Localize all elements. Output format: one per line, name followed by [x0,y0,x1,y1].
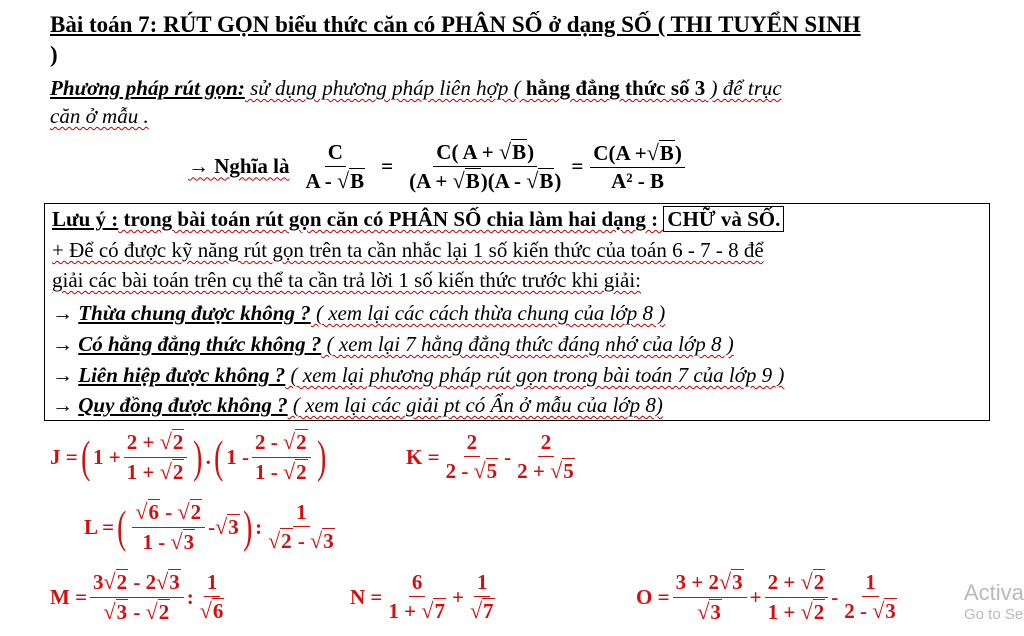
note-line1 [52,207,784,232]
num: 1 [293,501,310,527]
radicand: B [350,168,365,193]
sqrt-symbol: √B [499,139,527,164]
exercise-m [50,562,230,632]
num: 1 [204,571,221,597]
den-text: )(A - [480,169,527,194]
sqrt-symbol: √2 [103,569,128,595]
fraction [132,500,205,554]
radicand: B [539,169,554,194]
note-item-2 [52,332,734,357]
sqrt-symbol: √7 [469,597,494,623]
fraction [385,571,449,623]
operator: : [186,584,194,609]
num [765,570,829,597]
exercise-l [84,492,341,562]
method-bold: hằng đẳng thức số 3 [525,76,706,100]
note-types-box: CHỮ và SỐ. [663,206,784,232]
radicand: 3 [710,599,721,624]
note-item-4 [52,393,663,418]
sqrt-symbol: √3 [872,597,896,623]
exercise-o [636,562,903,632]
expr-name: O = [636,584,670,609]
sqrt-symbol: √2 [800,598,825,624]
fraction-3-num [590,141,685,168]
den-text: A - [305,168,338,193]
expr-name: L = [84,514,115,539]
note-item-hint: ( xem lại các giải pt có Ẩn ở mẫu của lớp 8) [287,393,663,417]
den [467,597,498,623]
expr-name: M = [50,584,88,609]
equals-sign: = [381,154,394,179]
title-line1 [50,12,861,38]
den [694,598,725,624]
note-item-question: Thừa chung được không ? [78,301,311,325]
radicand: 2 [158,599,170,624]
close-paren: ) [316,431,326,482]
exercise-k [406,422,581,492]
radicand: 2 [296,459,307,484]
fraction-2-den [406,167,564,193]
open-paren: ( [80,431,90,482]
num: 1 [474,571,491,597]
num: 2 [538,431,555,457]
radicand: 5 [563,458,574,483]
expr-term: 1 + [93,444,121,469]
operator: - [831,584,839,609]
den [139,528,198,554]
sqrt-symbol: √3 [103,598,128,624]
sqrt-symbol: √7 [421,597,445,623]
fraction [124,430,188,484]
den [514,457,578,483]
operator: : [255,514,263,539]
radicand: 3 [323,528,334,553]
note-item-3 [52,363,784,388]
note-item-hint: ( xem lại các cách thừa chung của lớp 8 ) [310,301,666,325]
sqrt-symbol: √3 [697,598,721,624]
radicand: 7 [434,598,445,623]
note-label: Lưu ý : [52,207,119,231]
method-line2: căn ở mẫu . [50,104,149,128]
num [90,570,184,597]
sqrt-symbol: √2 [159,429,184,455]
radicand: 6 [212,598,224,623]
fraction-3-den: A² - B [611,168,665,193]
sqrt-symbol: √3 [170,528,195,554]
fraction [265,501,338,553]
note-item-hint: ( xem lại phương pháp rút gọn trong bài toán 7 của lớp 9 ) [285,363,785,387]
radicand: 3 [732,570,743,595]
fraction-1-den [303,167,369,193]
den [265,527,338,553]
den [197,597,228,623]
num-text: ) [527,140,535,164]
radicand: 3 [169,570,180,595]
fraction [467,571,498,623]
den [443,457,502,483]
num [673,570,747,597]
den-text: 1 + [767,599,801,624]
num-text: 3 [93,570,104,595]
radicand: 3 [885,598,896,623]
fraction [673,570,747,624]
num-text: 3 + 2 [675,570,720,595]
close-paren: ) [193,431,203,482]
num-text: ) [674,140,682,165]
note-item-question: Liên hiệp được không ? [78,363,286,387]
num-text: C(A + [593,140,647,165]
radicand: 3 [183,529,195,554]
note-item-1 [52,301,665,326]
sqrt-symbol: √5 [473,457,498,483]
sqrt-symbol: √B [452,168,480,194]
dot: . [205,444,211,469]
expr-name: J = [50,444,78,469]
radicand: B [659,140,674,165]
num: 1 [862,571,879,597]
den [124,458,188,484]
sqrt-symbol: √2 [145,598,170,624]
den [252,458,311,484]
radicand: B [512,140,527,164]
close-paren: ) [242,501,252,552]
den-text: - [292,528,311,553]
fraction-2 [406,140,564,194]
radicand: 2 [813,570,825,595]
sqrt-symbol: √B [646,139,674,165]
fraction [90,570,184,624]
fraction-3 [590,141,685,193]
note-line3: giải các bài toán trên cụ thể ta cần trả lời 1 số kiến thức trước khi giải: [52,268,642,292]
sqrt-symbol: √2 [177,499,202,525]
fraction [197,571,228,623]
den-text: 2 - [844,598,873,623]
sqrt-symbol: √2 [283,429,307,455]
num-text: - 2 [128,570,157,595]
activation-watermark-sub: Go to Se [964,606,1024,623]
num-text: 2 + [767,570,801,595]
radicand: 6 [148,500,160,525]
arrow-icon: → [52,393,73,417]
sqrt-symbol: √6 [199,597,224,623]
note-line2: + Để có được kỹ năng rút gọn trên ta cần nhắc lại 1 số kiến thức của toán 6 - 7 - 8 để [52,238,764,262]
sqrt-symbol: √5 [550,457,574,483]
sqrt-symbol: √2 [268,527,292,553]
num: 6 [409,571,426,597]
method-label: Phương pháp rút gọn: [50,76,245,100]
sqrt-symbol: √2 [283,458,307,484]
num-text: - [160,500,178,525]
num-text: C( A + [436,140,500,164]
fraction-1-num: C [325,141,346,167]
note-text: trong bài toán rút gọn căn có PHÂN SỐ chia làm hai dạng : [118,207,664,231]
den-text: 2 + [517,458,551,483]
num-text: 2 - [255,430,283,455]
sqrt-symbol: √2 [800,569,825,595]
den-text: 1 + [388,598,422,623]
fraction-2-num [433,140,537,167]
formula-label: → Nghĩa là [188,154,290,179]
num: 2 [464,431,481,457]
num [252,430,311,457]
method-line1 [50,76,782,101]
den [765,598,829,624]
sqrt-symbol: √3 [215,514,239,539]
title-line2: ) [50,42,58,67]
exercise-n [350,562,501,632]
activation-watermark: Activa [964,580,1024,605]
den [385,597,449,623]
den-text: (A + [409,169,453,194]
den-text: 1 + [126,459,160,484]
fraction [252,430,311,484]
radicand: 2 [190,500,202,525]
radicand: 3 [116,599,128,624]
note-item-question: Quy đồng được không ? [78,393,288,417]
fraction [514,431,578,483]
sqrt-symbol: √B [337,167,365,193]
den-text: 1 - [255,459,283,484]
fraction [765,570,829,624]
radicand: 3 [228,515,239,539]
radicand: 2 [172,459,184,484]
den [841,597,900,623]
expr-name: N = [350,584,383,609]
sqrt-symbol: √2 [159,458,184,484]
arrow-icon: → [52,332,73,356]
radicand: 7 [483,598,494,623]
arrow-icon: → [52,301,73,325]
operator: + [749,584,762,609]
num [132,500,205,527]
sqrt-symbol: √B [526,168,554,194]
exercise-j [50,422,329,492]
operator: + [451,584,464,609]
den-text: 1 - [142,529,171,554]
den-text: - [128,599,146,624]
expr-term: 1 - [226,444,249,469]
equals-sign: = [571,154,584,179]
radicand: 2 [281,528,292,553]
den-text: ) [554,169,562,194]
sqrt-symbol: √6 [135,499,160,525]
sqrt-symbol: √3 [156,569,180,595]
arrow-icon: → [52,363,73,387]
num-text: 2 + [126,430,160,455]
sqrt-symbol: √3 [719,569,743,595]
den [101,598,174,624]
operator: - [208,514,216,539]
expr-name: K = [406,444,440,469]
title-text: Bài toán 7: RÚT GỌN biểu thức căn có PHÂN SỐ ở dạng SỐ ( THI TUYỂN SINH [50,12,861,37]
radicand: 2 [172,430,184,455]
note-item-hint: ( xem lại 7 hằng đẳng thức đáng nhớ của lớp 8 ) [321,332,734,356]
general-formula [188,140,688,194]
note-item-question: Có hằng đẳng thức không ? [78,332,322,356]
fraction-1 [303,141,369,193]
fraction [443,431,502,483]
method-text: sử dụng phương pháp liên hợp ( [244,76,526,100]
method-text2: ) để trục [705,76,782,100]
radicand: B [465,169,480,194]
sqrt-symbol: √3 [310,527,334,553]
num [124,430,188,457]
radicand: 2 [296,430,307,455]
open-paren: ( [213,431,224,482]
operator: - [504,444,512,469]
fraction [841,571,900,623]
open-paren: ( [117,501,127,552]
den-text: 2 - [445,458,474,483]
radicand: 2 [813,599,825,624]
radicand: 2 [116,570,128,595]
radicand: 5 [486,458,498,483]
